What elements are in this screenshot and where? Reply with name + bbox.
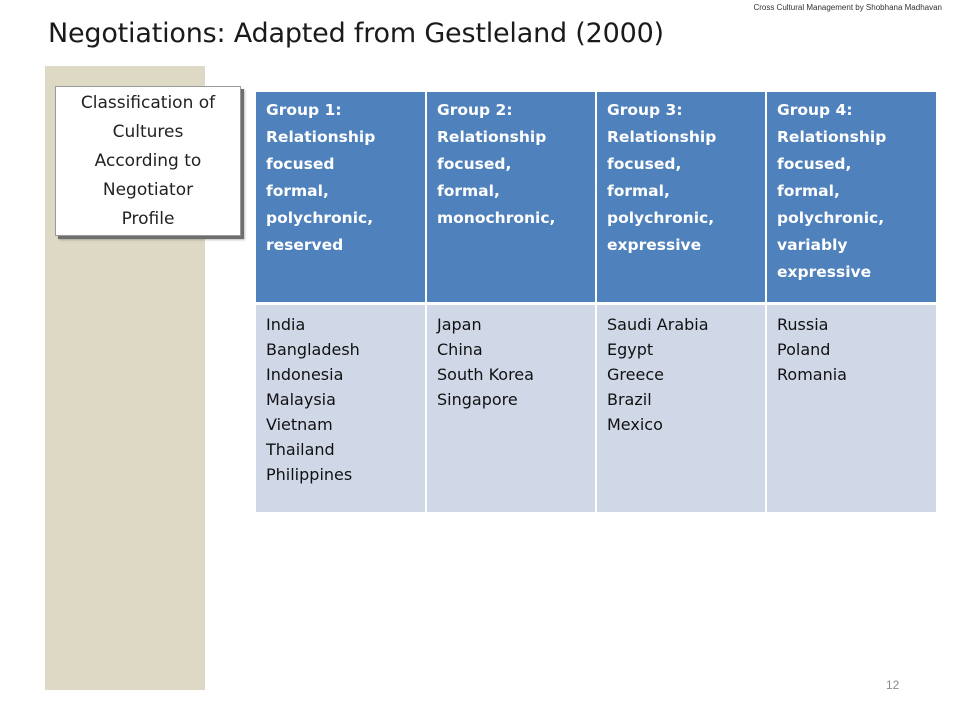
country-item: Malaysia (266, 390, 336, 409)
header-group-1: Group 1: Relationship focused formal, polychronic, reserved (256, 92, 426, 304)
page-number: 12 (886, 678, 900, 692)
country-item: Romania (777, 365, 847, 384)
header-group-4: Group 4: Relationship focused, formal, polychronic, variably expressive (766, 92, 936, 304)
country-item: Mexico (607, 415, 663, 434)
group-3-countries (596, 304, 766, 513)
country-item: Japan (437, 315, 482, 334)
country-item: Poland (777, 340, 831, 359)
country-item: India (266, 315, 306, 334)
table-row (256, 304, 936, 513)
header-group-3: Group 3: Relationship focused, formal, polychronic, expressive (596, 92, 766, 304)
group-2-countries (426, 304, 596, 513)
country-item: Philippines (266, 465, 353, 484)
country-item: Greece (607, 365, 664, 384)
classification-box (55, 86, 241, 236)
culture-groups-table (256, 92, 936, 512)
country-item: Vietnam (266, 415, 333, 434)
country-item: Russia (777, 315, 829, 334)
country-item: Singapore (437, 390, 518, 409)
country-item: South Korea (437, 365, 534, 384)
country-item: Bangladesh (266, 340, 360, 359)
slide-credit: Cross Cultural Management by Shobhana Madhavan (753, 3, 942, 12)
country-item: China (437, 340, 483, 359)
country-item: Brazil (607, 390, 652, 409)
country-item: Thailand (266, 440, 335, 459)
classification-label: Classification of Cultures According to Negotiator Profile (80, 92, 216, 229)
header-group-2: Group 2: Relationship focused, formal, monochronic, (426, 92, 596, 304)
country-item: Egypt (607, 340, 654, 359)
country-item: Indonesia (266, 365, 344, 384)
country-item: Saudi Arabia (607, 315, 709, 334)
slide-title: Negotiations: Adapted from Gestleland (2000) (48, 18, 664, 49)
table-header-row (256, 92, 936, 304)
group-4-countries (766, 304, 936, 513)
group-1-countries (256, 304, 426, 513)
